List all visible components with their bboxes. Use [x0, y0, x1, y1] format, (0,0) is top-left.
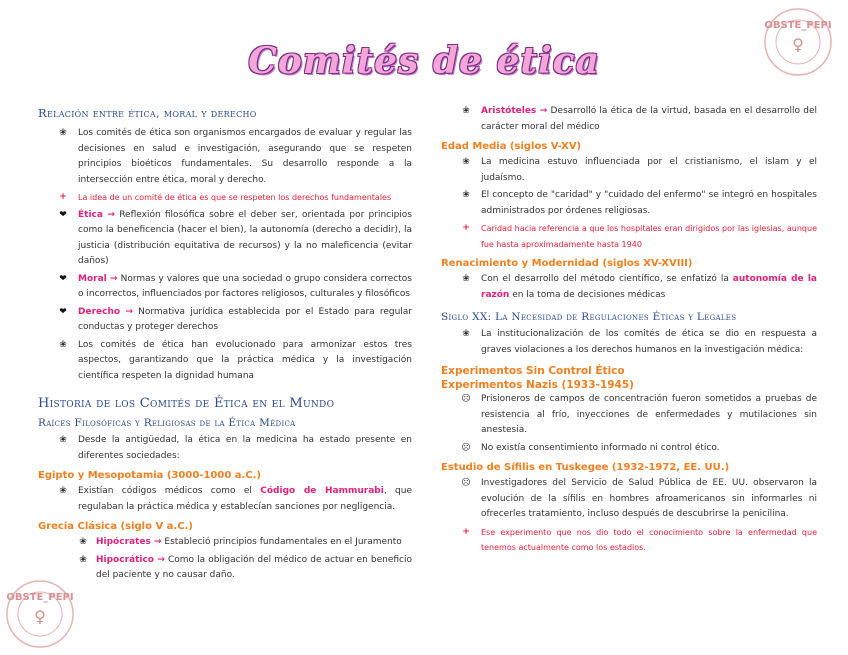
list-item-hipocrates: ❀ Hipócrates → Estableció principios fundamentales en el Juramento — [38, 535, 412, 551]
flower-bullet-icon: ❀ — [79, 554, 87, 565]
list-item: ❀ El concepto de "caridad" y "cuidado del enfermo" se integró en hospitales administrados por órdenes religiosas. — [441, 188, 817, 219]
svg-text:♀: ♀ — [34, 607, 46, 626]
section-heading-relacion: Relación entre ética, moral y derecho — [38, 106, 257, 120]
list-item: ❀ Desde la antigüedad, la ética en la medicina ha estado presente en diferentes sociedades: — [38, 433, 412, 464]
heading-tuskegee: Estudio de Sífilis en Tuskegee (1932-1972, EE. UU.) — [441, 462, 730, 473]
list-item: ❀ La medicina estuvo influenciada por el cristianismo, el islam y el judaísmo. — [441, 155, 817, 186]
heart-icon: ❤ — [59, 209, 67, 220]
heading-renacimiento: Renacimiento y Modernidad (siglos XV-XVIII) — [441, 258, 693, 269]
sad-face-icon: ☹ — [461, 478, 471, 488]
sad-face-icon: ☹ — [461, 394, 471, 404]
watermark-text: OBSTE_PEPI — [6, 592, 74, 603]
list-item: ☹ Investigadores del Servicio de Salud Pública de EE. UU. observaron la evolución de la sífilis en hombres afroamericanos sin informarles ni ofrecerles tratamiento, incluso después de descubrirse la penicilina. — [441, 476, 817, 523]
list-item-renacimiento: ❀ Con el desarrollo del método científico, se enfatizó la autonomía de la razón en la toma de decisiones médicas — [441, 272, 817, 303]
plus-icon: + — [462, 526, 470, 537]
flower-bullet-icon: ❀ — [59, 339, 67, 350]
flower-bullet-icon: ❀ — [59, 486, 67, 496]
list-item: ❀ Los comités de ética han evolucionado para armonizar estos tres aspectos, garantizando que la práctica médica y la investigación científica respeten la dignidad humana — [38, 338, 412, 385]
watermark-text: OBSTE_PEPI — [764, 20, 832, 31]
list-item: ☹ Prisioneros de campos de concentración fueron sometidos a pruebas de resistencia al frío, inyecciones de enfermedades y mutilaciones sin anestesia. — [441, 392, 817, 439]
sad-face-icon: ☹ — [461, 442, 471, 453]
left-column — [38, 106, 412, 586]
heading-experimentos: Experimentos Sin Control Ético — [441, 365, 625, 377]
subsection-heading-raices: Raíces Filosóficas y Religiosas de la Ética Médica — [38, 417, 296, 429]
page-title: Comités de ética — [248, 40, 600, 82]
plus-icon: + — [59, 192, 67, 202]
list-item-egipto: ❀ Existían códigos médicos como el Código de Hammurabi, que regulaban la práctica médica y establecían sanciones por negligencia. — [38, 484, 412, 515]
heading-grecia: Grecia Clásica (siglo V a.C.) — [38, 521, 193, 532]
flower-bullet-icon: ❀ — [59, 435, 67, 445]
list-item-derecho: ❤ Derecho → Normativa jurídica establecida por el Estado para regular conductas y proteger derechos — [38, 305, 412, 336]
watermark-stamp-bottom — [4, 578, 76, 650]
heading-egipto: Egipto y Mesopotamia (3000-1000 a.C.) — [38, 470, 262, 481]
heart-icon: ❤ — [59, 306, 67, 317]
section-heading-siglo-xx: Siglo XX: La Necesidad de Regulaciones Éticas y Legales — [441, 311, 737, 323]
flower-bullet-icon: ❀ — [79, 537, 87, 547]
section-heading-historia: Historia de los Comités de Ética en el Mundo — [38, 396, 335, 411]
list-item: ❀ La institucionalización de los comités de ética se dio en respuesta a graves violaciones a los derechos humanos en la investigación médica: — [441, 327, 817, 358]
plus-icon: + — [462, 223, 470, 233]
flower-bullet-icon: ❀ — [59, 128, 67, 138]
list-item: ❀ Los comités de ética son organismos encargados de evaluar y regular las decisiones en salud e investigación, asegurando que se respeten principios bioéticos fundamentales. Su desarrollo responde a la intersección entre ética, moral y derecho. — [38, 126, 412, 188]
list-item: ☹ No existía consentimiento informado ni control ético. — [441, 441, 817, 457]
heading-edad-media: Edad Media (siglos V-XV) — [441, 141, 582, 152]
heart-icon: ❤ — [59, 273, 67, 284]
list-item-note: + Ese experimento que nos dio todo el conocimiento sobre la enfermedad que tenemos actualmente como los estadios. — [441, 525, 817, 556]
list-item-hipocratico: ❀ Hipocrático → Como la obligación del médico de actuar en beneficio del paciente y no causar daño. — [38, 553, 412, 584]
flower-bullet-icon: ❀ — [462, 274, 470, 284]
svg-text:♀: ♀ — [792, 35, 804, 54]
list-item-etica: ❤ Ética → Reflexión filosófica sobre el deber ser, orientada por principios como la beneficencia (hacer el bien), la autonomía (derecho a decidir), la justicia (distribución equitativa de recursos) y la no maleficencia (evitar daños) — [38, 208, 412, 270]
flower-bullet-icon: ❀ — [462, 190, 470, 200]
right-column — [441, 104, 817, 558]
flower-bullet-icon: ❀ — [462, 329, 470, 339]
list-item-note: + La idea de un comité de ética es que se respeten los derechos fundamentales — [38, 190, 412, 206]
flower-bullet-icon: ❀ — [462, 106, 470, 116]
heading-nazis: Experimentos Nazis (1933-1945) — [441, 379, 634, 391]
list-item-moral: ❤ Moral → Normas y valores que una sociedad o grupo considera correctos o incorrectos, influenciados por factores religiosos, culturales y filosóficos — [38, 272, 412, 303]
list-item-aristoteles: ❀ Aristóteles → Desarrolló la ética de la virtud, basada en el desarrollo del carácter moral del médico — [441, 104, 817, 135]
flower-bullet-icon: ❀ — [462, 157, 470, 167]
list-item-note: + Caridad hacia referencia a que los hospitales eran dirigidos por las iglesias, aunque fue hasta aproximadamente hasta 1940 — [441, 221, 817, 252]
